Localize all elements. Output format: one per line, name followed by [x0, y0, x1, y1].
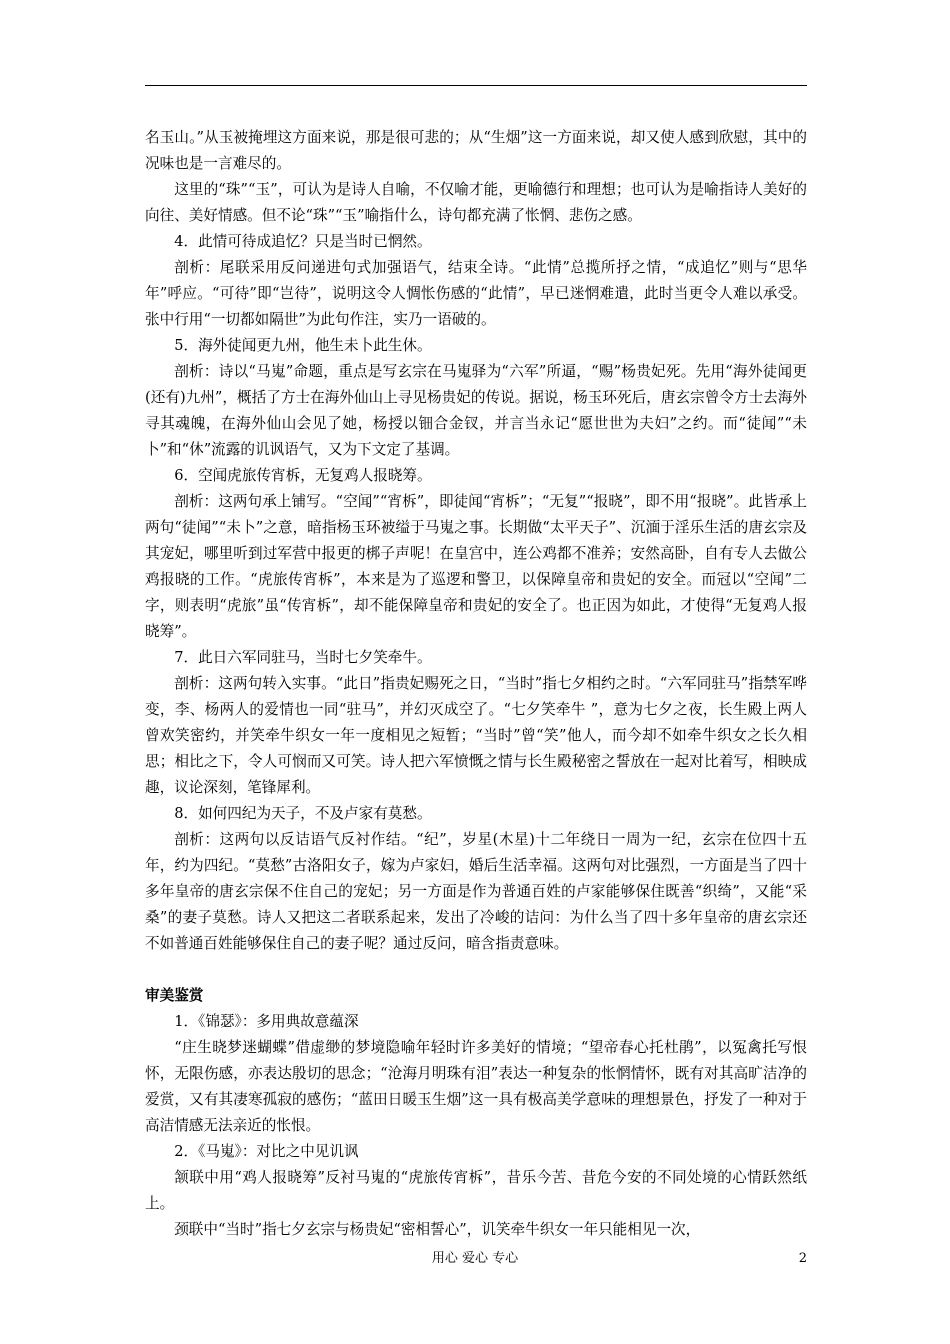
footer-motto: 用心 爱心 专心 — [431, 1251, 519, 1266]
analysis-paragraph: 剖析：这两句承上铺写。“空闻”“宵柝”，即徒闻“宵柝”；“无复”“报晓”，即不用“报晓”。此皆承上两句“徒闻”“未卜”之意，暗指杨玉环被缢于马嵬之事。长期做“太平天子”、沉湎于淫乐生活的唐玄宗及其宠妃，哪里听到过军营中报更的梆子声呢！在皇宫中，连公鸡都不准养；安然高卧，自有专人去做公鸡报晓的工作。“虎旅传宵柝”，本来是为了巡逻和警卫，以保障皇帝和贵妃的安全。而冠以“空闻”二字，则表明“虎旅”虽“传宵柝”，却不能保障皇帝和贵妃的安全了。也正因为如此，才使得“无复鸡人报晓筹”。 — [145, 493, 807, 640]
line-heading: 8．如何四纪为天子，不及卢家有莫愁。 — [174, 805, 432, 822]
section-heading: 审美鉴赏 — [145, 987, 204, 1004]
analysis-paragraph: 剖析：诗以“马嵬”命题，重点是写玄宗在马嵬驿为“六军”所逼，“赐”杨贵妃死。先用“海外徒闻更(还有)九州”，概括了方士在海外仙山上寻见杨贵妃的传说。据说，杨玉环死后，唐玄宗曾令方士去海外寻其魂魄，在海外仙山会见了她，杨授以钿合金钗，并言当永记“愿世世为夫妇”之约。而“徒闻”“未卜”和“休”流露的讥讽语气，又为下文定了基调。 — [145, 363, 807, 458]
subsection-title: 2．《马嵬》：对比之中见讥讽 — [174, 1143, 359, 1160]
analysis-paragraph: 剖析：这两句转入实事。“此日”指贵妃赐死之日，“当时”指七夕相约之时。“六军同驻马”指禁军哗变，李、杨两人的爱情也一同“驻马”，并幻灭成空了。“七夕笑牵牛 ”，意为七夕之夜，长生殿上两人曾欢笑密约，并笑牵牛织女一年一度相见之短暂；“当时”曾“笑”他人，而今却不如牵牛织女之长久相思；相比之下，令人可悯而又可笑。诗人把六军愤慨之情与长生殿秘密之誓放在一起对比着写，相映成趣，议论深刻，笔锋犀利。 — [145, 675, 807, 796]
line-heading: 6．空闻虎旅传宵柝，无复鸡人报晓筹。 — [174, 467, 432, 484]
analysis-paragraph: 剖析：这两句以反诘语气反衬作结。“纪”，岁星(木星)十二年绕日一周为一纪，玄宗在位四十五年，约为四纪。“莫愁”古洛阳女子，嫁为卢家妇，婚后生活幸福。这两句对比强烈，一方面是当了四十多年皇帝的唐玄宗保不住自己的宠妃；另一方面是作为普通百姓的卢家能够保住既善“织绮”，又能“采桑”的妻子莫愁。诗人又把这二者联系起来，发出了冷峻的诘问：为什么当了四十多年皇帝的唐玄宗还不如普通百姓能够保住自己的妻子呢？通过反问，暗含指责意味。 — [145, 831, 807, 952]
section-spacer — [145, 957, 807, 983]
line-heading: 4．此情可待成追忆？只是当时已惘然。 — [174, 233, 432, 250]
body-paragraph: 名玉山。”从玉被掩埋这方面来说，那是很可悲的；从“生烟”这一方面来说，却又使人感到欣慰，其中的况味也是一言难尽的。 — [145, 129, 807, 172]
body-paragraph: 这里的“珠”“玉”，可认为是诗人自喻，不仅喻才能，更喻德行和理想；也可认为是喻指诗人美好的向往、美好情感。但不论“珠”“玉”喻指什么，诗句都充满了怅惘、悲伤之感。 — [145, 181, 807, 224]
body-paragraph: 颈联中“当时”指七夕玄宗与杨贵妃“密相誓心”，讥笑牵牛织女一年只能相见一次， — [174, 1221, 701, 1238]
body-paragraph: “庄生晓梦迷蝴蝶”借虚缈的梦境隐喻年轻时许多美好的情境；“望帝春心托杜鹃”，以冤禽托写恨怀，无限伤感，亦表达殷切的思念；“沧海月明珠有泪”表达一种复杂的怅惘情怀，既有对其高旷洁净的爱赏，又有其凄寒孤寂的感伤；“蓝田日暖玉生烟”这一具有极高美学意味的理想景色，抒发了一种对于高洁情感无法亲近的怅恨。 — [145, 1039, 807, 1134]
body-paragraph: 颔联中用“鸡人报晓筹”反衬马嵬的“虎旅传宵柝”，昔乐今苦、昔危今安的不同处境的心情跃然纸上。 — [145, 1169, 807, 1212]
analysis-paragraph: 剖析：尾联采用反问递进句式加强语气，结束全诗。“此情”总揽所抒之情，“成追忆”则与“思华年”呼应。“可待”即“岂待”，说明这令人惆怅伤感的“此情”，早已迷惘难遣，此时当更令人难以承受。张中行用“一切都如隔世”为此句作注，实乃一语破的。 — [145, 259, 807, 328]
line-heading: 5．海外徒闻更九州，他生未卜此生休。 — [174, 337, 432, 354]
header-rule — [145, 85, 807, 86]
subsection-title: 1．《锦瑟》：多用典故意蕴深 — [174, 1013, 359, 1030]
line-heading: 7．此日六军同驻马，当时七夕笑牵牛。 — [174, 649, 432, 666]
page-content — [145, 125, 807, 1243]
page-number: 2 — [798, 1251, 807, 1266]
